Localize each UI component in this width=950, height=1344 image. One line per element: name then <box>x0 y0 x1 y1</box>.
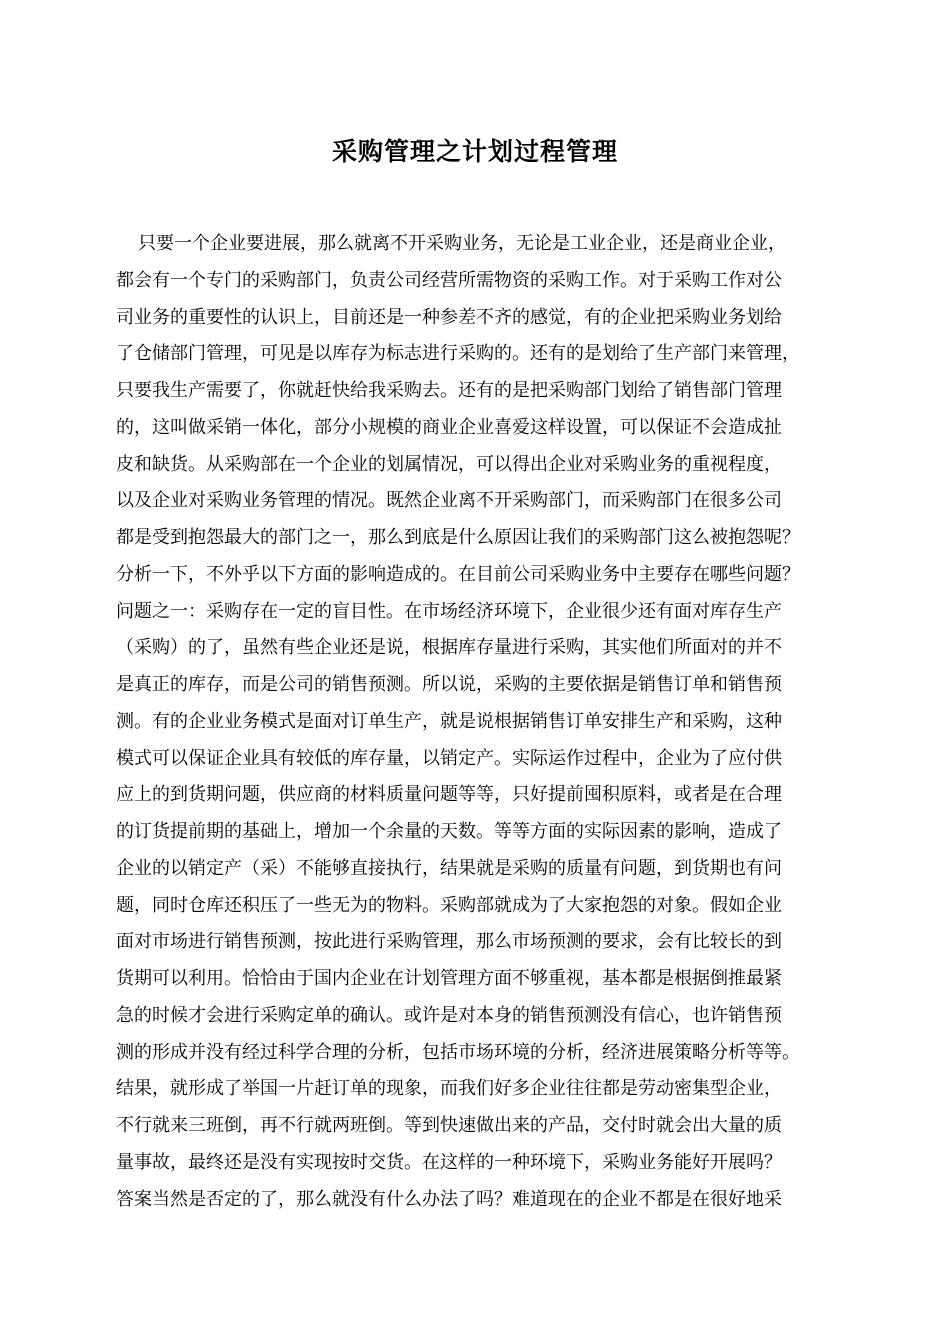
body-line: 答案当然是否定的了，那么就没有什么办法了吗？难道现在的企业不都是在很好地采 <box>116 1188 782 1210</box>
body-line: 货期可以利用。恰恰由于国内企业在计划管理方面不够重视，基本都是根据倒推最紧 <box>116 968 782 989</box>
document-title: 采购管理之计划过程管理 <box>331 137 618 166</box>
body-line: 面对市场进行销售预测，按此进行采购管理，那么市场预测的要求，会有比较长的到 <box>116 931 782 953</box>
body-line: 分析一下，不外乎以下方面的影响造成的。在目前公司采购业务中主要存在哪些问题？ <box>116 563 800 585</box>
body-line: 急的时候才会进行采购定单的确认。或许是对本身的销售预测没有信心，也许销售预 <box>116 1004 782 1026</box>
body-line: 以及企业对采购业务管理的情况。既然企业离不开采购部门，而采购部门在很多公司 <box>116 490 782 512</box>
body-line: 结果，就形成了举国一片赶订单的现象，而我们好多企业往往都是劳动密集型企业， <box>116 1078 782 1100</box>
body-line: 只要我生产需要了，你就赶快给我采购去。还有的是把采购部门划给了销售部门管理 <box>116 380 782 401</box>
body-line: 只要一个企业要进展，那么就离不开采购业务，无论是工业企业，还是商业企业， <box>138 233 786 254</box>
body-line: 企业的以销定产（采）不能够直接执行，结果就是采购的质量有问题，到货期也有问 <box>116 857 782 879</box>
body-line: 模式可以保证企业具有较低的库存量，以销定产。实际运作过程中，企业为了应付供 <box>116 747 782 769</box>
body-line: 题，同时仓库还积压了一些无为的物料。采购部就成为了大家抱怨的对象。假如企业 <box>116 894 782 916</box>
body-line: 测的形成并没有经过科学合理的分析，包括市场环境的分析，经济进展策略分析等等。 <box>116 1041 800 1063</box>
body-line: 问题之一：采购存在一定的盲目性。在市场经济环境下，企业很少还有面对库存生产 <box>116 600 782 622</box>
document-body <box>116 226 852 1218</box>
body-line: 了仓储部门管理，可见是以库存为标志进行采购的。还有的是划给了生产部门来管理， <box>116 343 800 365</box>
body-line: 司业务的重要性的认识上，目前还是一种参差不齐的感觉，有的企业把采购业务划给 <box>116 306 782 328</box>
body-line: 的，这叫做采销一体化，部分小规模的商业企业喜爱这样设置，可以保证不会造成扯 <box>116 416 782 438</box>
body-line: 皮和缺货。从采购部在一个企业的划属情况，可以得出企业对采购业务的重视程度， <box>116 453 782 475</box>
body-line: 不行就来三班倒，再不行就两班倒。等到快速做出来的产品，交付时就会出大量的质 <box>116 1115 782 1136</box>
body-line: （采购）的了，虽然有些企业还是说，根据库存量进行采购，其实他们所面对的并不 <box>116 637 782 659</box>
body-line: 的订货提前期的基础上，增加一个余量的天数。等等方面的实际因素的影响，造成了 <box>116 821 782 842</box>
body-line: 是真正的库存，而是公司的销售预测。所以说，采购的主要依据是销售订单和销售预 <box>116 674 782 695</box>
body-line: 量事故，最终还是没有实现按时交货。在这样的一种环境下，采购业务能好开展吗？ <box>116 1151 782 1173</box>
body-line: 都会有一个专门的采购部门，负责公司经营所需物资的采购工作。对于采购工作对公 <box>116 269 782 291</box>
body-line: 测。有的企业业务模式是面对订单生产，就是说根据销售订单安排生产和采购，这种 <box>116 710 782 732</box>
body-line: 都是受到抱怨最大的部门之一，那么到底是什么原因让我们的采购部门这么被抱怨呢？ <box>116 527 800 548</box>
body-line: 应上的到货期问题，供应商的材料质量问题等等，只好提前囤积原料，或者是在合理 <box>116 784 782 806</box>
